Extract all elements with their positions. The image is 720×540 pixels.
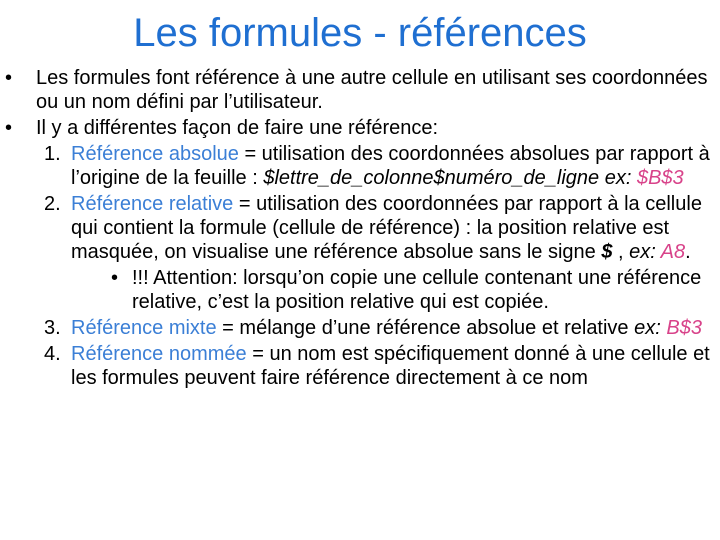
numbered-item-relative bbox=[0, 192, 720, 264]
bullet-icon: • bbox=[111, 267, 119, 289]
term-label: Référence absolue bbox=[71, 143, 239, 165]
item-number: 2. bbox=[44, 193, 61, 215]
sub-bullet-item bbox=[0, 266, 720, 314]
example-value: $B$3 bbox=[636, 167, 684, 189]
term-label: Référence mixte bbox=[71, 317, 217, 339]
example-syntax: $lettre_de_colonne$numéro_de_ligne ex: bbox=[263, 167, 637, 189]
item-end: . bbox=[685, 241, 691, 263]
bullet-icon: • bbox=[5, 67, 13, 89]
item-text: = mélange d’une référence absolue et relative bbox=[216, 317, 635, 339]
item-text: = utilisation des coordonnées par rapport à la cellule qui contient la formule (cellule de référence) : la position relative est masquée, on visualise une référence absolue sans le signe bbox=[71, 193, 702, 263]
bullet-item bbox=[0, 116, 720, 140]
item-number: 3. bbox=[44, 317, 61, 339]
example-label: ex: bbox=[629, 241, 661, 263]
item-number: 4. bbox=[44, 343, 61, 365]
bullet-icon: • bbox=[5, 117, 13, 139]
sub-bullet-text: !!! Attention: lorsqu’on copie une cellule contenant une référence relative, c’est la position relative qui est copiée. bbox=[132, 267, 702, 313]
slide-content bbox=[0, 66, 720, 392]
bullet-item bbox=[0, 66, 720, 114]
item-number: 1. bbox=[44, 143, 61, 165]
term-label: Référence relative bbox=[71, 193, 234, 215]
numbered-item-named bbox=[0, 342, 720, 390]
dollar-sign: $ bbox=[601, 241, 613, 263]
item-text: = un nom est spécifiquement donné à une cellule et les formules peuvent faire référence directement à ce nom bbox=[71, 343, 710, 389]
term-label: Référence nommée bbox=[71, 343, 247, 365]
page-title: Les formules - références bbox=[133, 11, 587, 55]
bullet-text: Il y a différentes façon de faire une référence: bbox=[36, 117, 439, 139]
example-value: B$3 bbox=[666, 317, 702, 339]
example-value: A8 bbox=[660, 241, 686, 263]
numbered-item-absolute bbox=[0, 142, 720, 190]
example-label: ex: bbox=[634, 317, 667, 339]
bullet-text: Les formules font référence à une autre cellule en utilisant ses coordonnées ou un nom défini par l’utilisateur. bbox=[36, 67, 708, 113]
separator: , bbox=[612, 241, 630, 263]
item-text: = utilisation des coordonnées absolues par rapport à l’origine de la feuille : bbox=[71, 143, 710, 189]
numbered-item-mixed bbox=[0, 316, 720, 340]
